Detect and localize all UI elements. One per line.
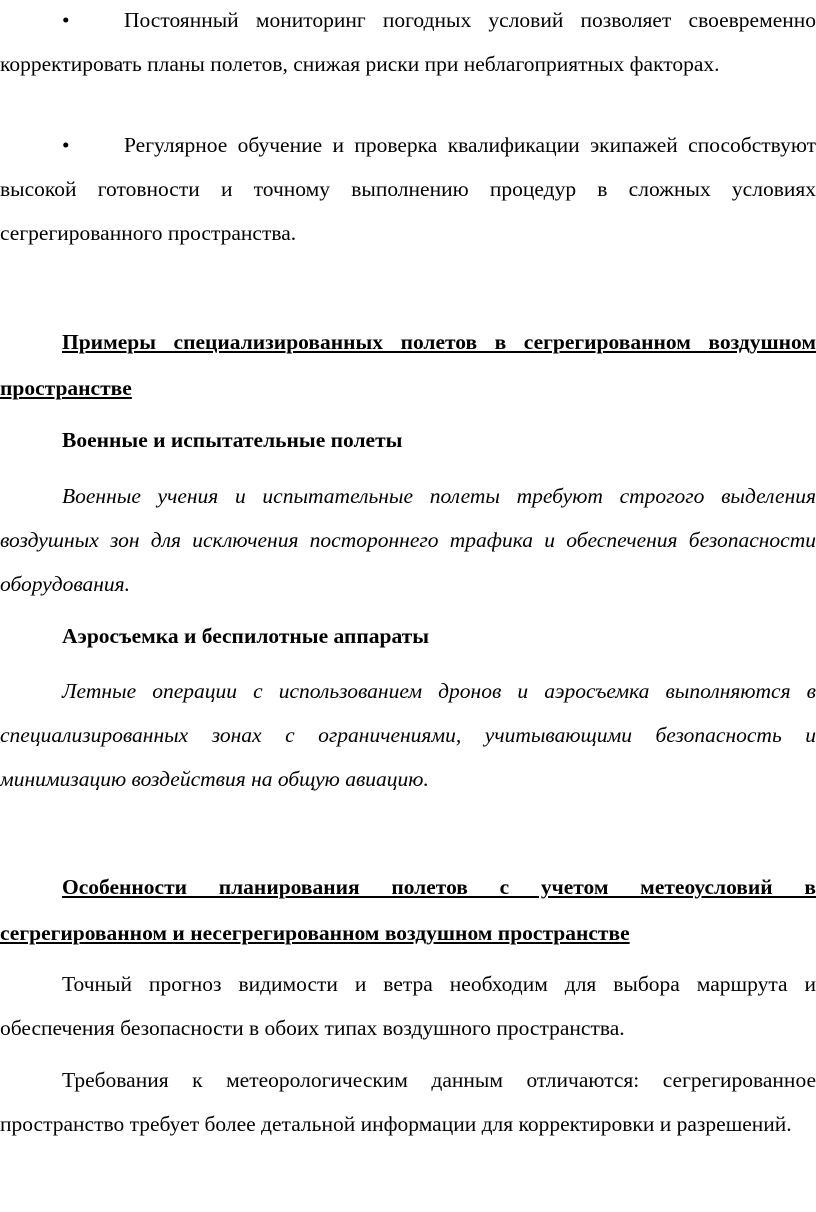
italic-paragraph: Военные учения и испытательные полеты требуют строгого выделения воздушных зон для исключения постороннего трафика и обеспечения безопасности оборудования. [0,484,816,596]
subsection-heading: Военные и испытательные полеты [62,428,403,452]
subsection-heading: Аэросъемка и беспилотные аппараты [62,624,430,648]
bullet-item [0,0,816,86]
bullet-text: Постоянный мониторинг погодных условий позволяет своевременно корректировать планы полетов, снижая риски при неблагоприятных факторах. [0,8,816,76]
section-heading: Примеры специализированных полетов в сегрегированном воздушном пространстве [0,330,816,400]
section-heading: Особенности планирования полетов с учетом метеоусловий в сегрегированном и несегрегированном воздушном пространстве [0,875,816,945]
bullet-text: Регулярное обучение и проверка квалификации экипажей способствуют высокой готовности и точному выполнению процедур в сложных условиях сегрегированного пространства. [0,133,816,245]
bullet-item [0,123,816,255]
body-paragraph: Точный прогноз видимости и ветра необходим для выбора маршрута и обеспечения безопасности в обоих типах воздушного пространства. [0,972,816,1040]
body-paragraph: Требования к метеорологическим данным отличаются: сегрегированное пространство требует более детальной информации для корректировки и разрешений. [0,1068,816,1136]
italic-paragraph: Летные операции с использованием дронов и аэросъемка выполняются в специализированных зонах с ограничениями, учитывающими безопасность и минимизацию воздействия на общую авиацию. [0,679,816,791]
bullet-icon: • [62,8,70,32]
bullet-icon: • [62,133,70,157]
